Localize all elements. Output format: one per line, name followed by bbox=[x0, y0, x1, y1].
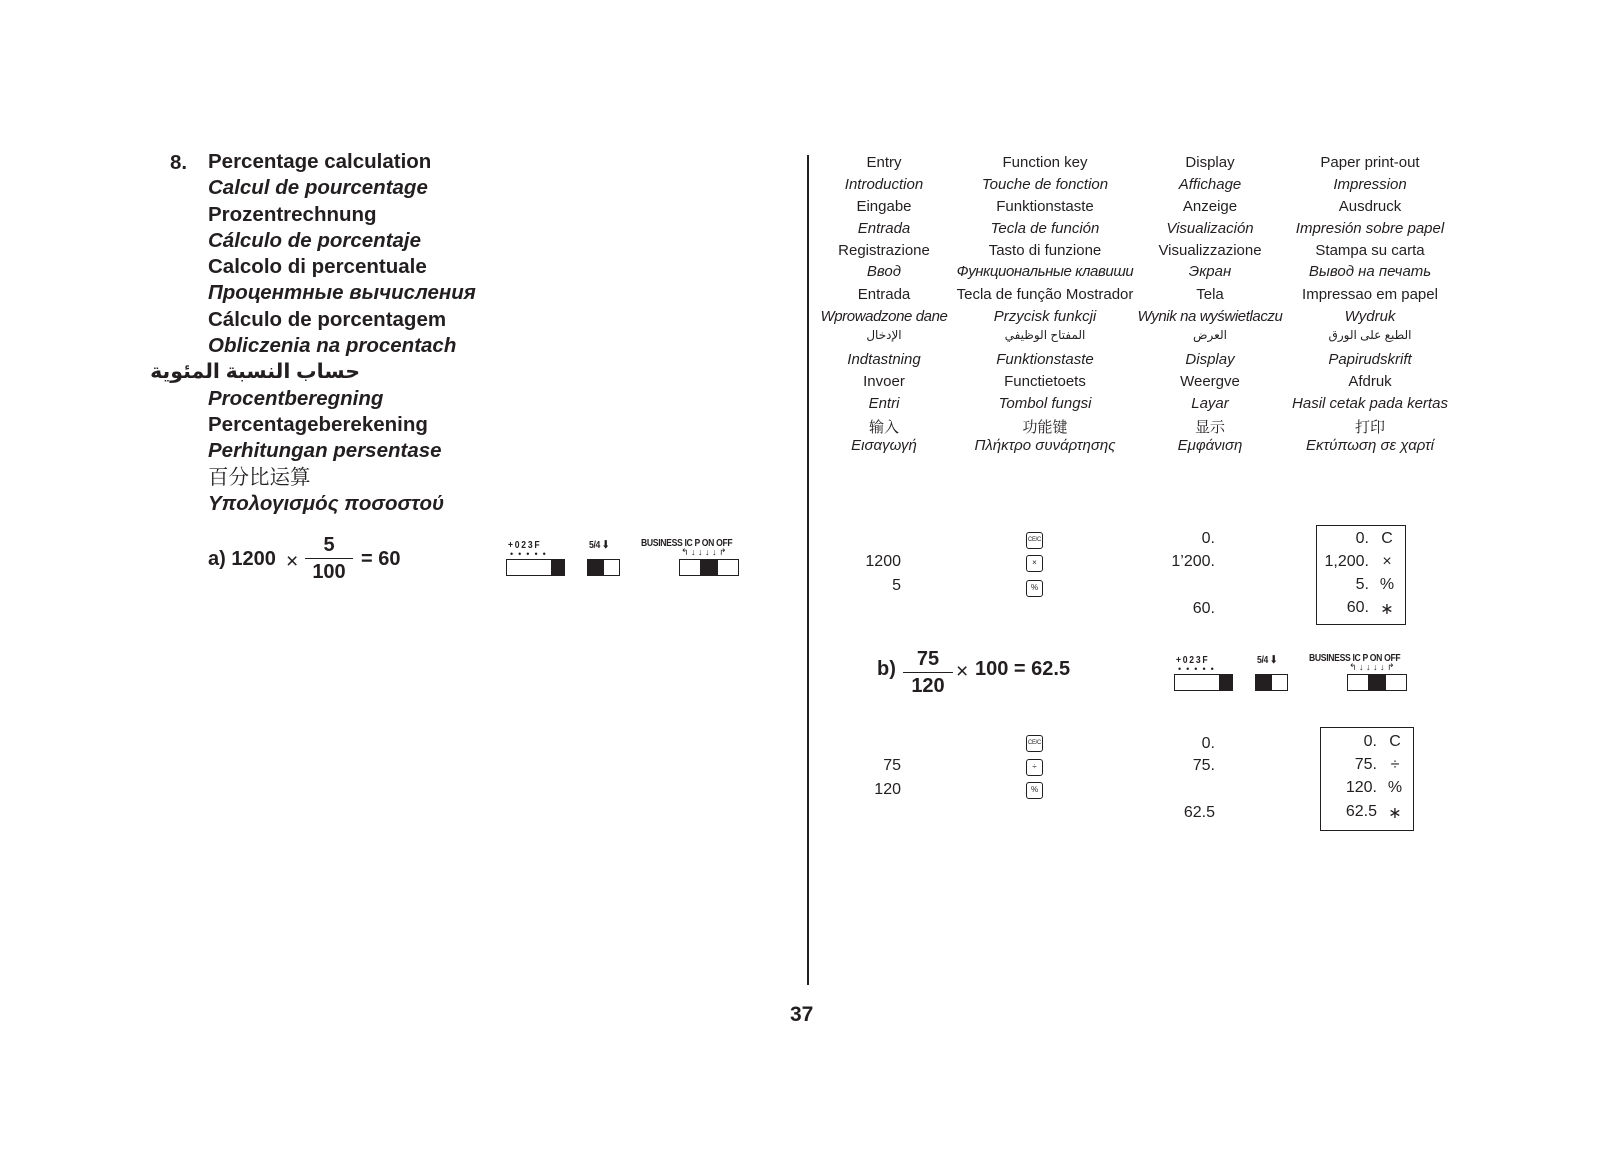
equation-b-fraction bbox=[903, 648, 953, 698]
header-print-da: Papirudskrift bbox=[1328, 351, 1412, 368]
header-entry-zh: 输入 bbox=[868, 419, 899, 436]
header-display-de: Anzeige bbox=[1182, 198, 1238, 215]
down-arrow-icon: ⬇ bbox=[602, 539, 609, 551]
decimal-switch-knob bbox=[1219, 675, 1232, 690]
title-nl: Percentageberekening bbox=[208, 412, 428, 436]
section-number: 8. bbox=[170, 151, 188, 174]
header-entry-nl: Invoer bbox=[863, 373, 905, 390]
mode-switch-knob bbox=[700, 560, 718, 575]
display-value: 62.5 bbox=[1183, 804, 1215, 821]
fraction-bar bbox=[903, 672, 953, 673]
equation-b-denominator: 120 bbox=[911, 675, 945, 697]
percent-key-icon: % bbox=[1026, 782, 1043, 799]
title-ru: Процентные вычисления bbox=[208, 281, 476, 305]
decimal-switch-b bbox=[1174, 654, 1234, 692]
title-es: Cálculo de porcentaje bbox=[208, 228, 422, 252]
mode-switch-label: BUSINESS IC P ON OFF bbox=[1309, 652, 1401, 664]
equation-a-numerator: 5 bbox=[323, 534, 335, 556]
header-display-fr: Affichage bbox=[1178, 176, 1242, 193]
header-entry-en: Entry bbox=[866, 154, 902, 171]
switch-arrows: ↰ ↓ ↓ ↓ ↓ ↱ bbox=[681, 547, 727, 557]
mode-switch-track bbox=[679, 559, 739, 576]
switch-dots: • • • • • bbox=[1178, 664, 1214, 674]
header-function-pt: Tecla de função Mostrador bbox=[956, 286, 1134, 303]
title-id: Perhitungan persentase bbox=[208, 439, 442, 463]
header-entry-de: Eingabe bbox=[856, 198, 912, 215]
equation-b-result: 100 = 62.5 bbox=[975, 658, 1071, 680]
header-function-ru: Функциональные клавиши bbox=[956, 263, 1134, 280]
title-en: Percentage calculation bbox=[208, 150, 432, 173]
rounding-switch-label: 5/4 ⬇ bbox=[1257, 654, 1277, 666]
header-entry-it: Registrazione bbox=[838, 242, 930, 259]
mode-switch-b bbox=[1309, 652, 1433, 692]
header-display-en: Display bbox=[1185, 154, 1235, 171]
header-display-da: Display bbox=[1185, 351, 1235, 368]
title-zh: 百分比运算 bbox=[208, 465, 311, 489]
printout-row: 0. C bbox=[1355, 530, 1393, 547]
column-divider bbox=[807, 155, 809, 985]
equation-b-label: b) bbox=[877, 658, 896, 680]
mode-switch-label: BUSINESS IC P ON OFF bbox=[641, 537, 733, 549]
decimal-switch-label: + 0 2 3 F bbox=[1176, 654, 1208, 666]
header-print-ar: الطبع على الورق bbox=[1328, 328, 1412, 342]
down-arrow-icon: ⬇ bbox=[1270, 654, 1277, 666]
equation-a-label: a) 1200 bbox=[208, 548, 276, 570]
display-value: 0. bbox=[1201, 735, 1215, 752]
header-function-es: Tecla de función bbox=[990, 220, 1100, 237]
header-function-id: Tombol fungsi bbox=[998, 395, 1092, 412]
printout-row: 75. ÷ bbox=[1354, 756, 1400, 773]
equation-a-times: × bbox=[286, 550, 299, 573]
decimal-switch-track bbox=[506, 559, 565, 576]
decimal-switch-label: + 0 2 3 F bbox=[508, 539, 540, 551]
title-da: Procentberegning bbox=[208, 386, 384, 410]
switch-arrows: ↰ ↓ ↓ ↓ ↓ ↱ bbox=[1349, 662, 1395, 672]
title-ar: حساب النسبة المئوية bbox=[150, 360, 360, 384]
header-entry-el: Εισαγωγή bbox=[851, 437, 917, 454]
header-print-nl: Afdruk bbox=[1348, 373, 1392, 390]
header-display-pt: Tela bbox=[1196, 286, 1224, 303]
header-entry-pt: Entrada bbox=[857, 286, 911, 303]
rounding-switch-track bbox=[587, 559, 620, 576]
header-display-it: Visualizzazione bbox=[1158, 242, 1262, 259]
rounding-switch-knob bbox=[588, 560, 604, 575]
entry-value: 1200 bbox=[865, 553, 901, 570]
rounding-switch-knob bbox=[1256, 675, 1272, 690]
header-print-zh: 打印 bbox=[1354, 419, 1385, 436]
equation-b-numerator: 75 bbox=[916, 648, 940, 670]
header-entry-fr: Introduction bbox=[844, 176, 924, 193]
percent-key-icon: % bbox=[1026, 580, 1043, 597]
title-pt: Cálculo de porcentagem bbox=[208, 307, 447, 331]
header-display-zh: 显示 bbox=[1194, 419, 1225, 436]
header-function-pl: Przycisk funkcji bbox=[993, 308, 1097, 325]
printout-row: 0. C bbox=[1363, 733, 1401, 750]
printout-row: 60. ∗ bbox=[1346, 599, 1394, 618]
header-function-da: Funktionstaste bbox=[996, 351, 1094, 368]
header-display-es: Visualización bbox=[1166, 220, 1254, 237]
printout-row: 1,200. × bbox=[1324, 553, 1392, 570]
title-it: Calcolo di percentuale bbox=[208, 255, 427, 279]
header-display-pl: Wynik na wyświetlaczu bbox=[1137, 308, 1283, 325]
header-print-pl: Wydruk bbox=[1344, 308, 1396, 325]
header-print-fr: Impression bbox=[1333, 176, 1407, 193]
display-value: 60. bbox=[1192, 600, 1215, 617]
header-entry-ar: الإدخال bbox=[866, 328, 902, 342]
display-value: 75. bbox=[1192, 757, 1215, 774]
header-print-en: Paper print-out bbox=[1320, 154, 1420, 171]
mode-switch-a bbox=[641, 537, 765, 577]
clear-key-icon: CE/C bbox=[1026, 532, 1043, 549]
title-el: Υπολογισμός ποσοστού bbox=[208, 491, 445, 515]
entry-value: 5 bbox=[892, 577, 901, 594]
fraction-bar bbox=[305, 558, 353, 559]
rounding-switch-track bbox=[1255, 674, 1288, 691]
header-print-pt: Impressao em papel bbox=[1302, 286, 1438, 303]
rounding-switch-label: 5/4 ⬇ bbox=[589, 539, 609, 551]
multiply-key-icon: × bbox=[1026, 555, 1043, 572]
mode-switch-knob bbox=[1368, 675, 1386, 690]
display-value: 0. bbox=[1201, 530, 1215, 547]
title-de: Prozentrechnung bbox=[208, 202, 377, 226]
header-entry-pl: Wprowadzone dane bbox=[820, 308, 948, 325]
header-print-es: Impresión sobre papel bbox=[1295, 220, 1445, 237]
section-titles bbox=[150, 149, 538, 517]
entry-value: 120 bbox=[874, 781, 901, 798]
printout-row: 120. % bbox=[1345, 779, 1403, 796]
header-function-de: Funktionstaste bbox=[996, 198, 1094, 215]
header-function-zh: 功能键 bbox=[1022, 419, 1068, 436]
header-display-ar: العرض bbox=[1193, 328, 1227, 342]
mode-switch-track bbox=[1347, 674, 1407, 691]
header-print-de: Ausdruck bbox=[1338, 198, 1402, 215]
decimal-switch-track bbox=[1174, 674, 1233, 691]
page-number: 37 bbox=[790, 1003, 814, 1026]
equation-a-denominator: 100 bbox=[312, 561, 346, 583]
header-display-el: Εμφάνιση bbox=[1177, 437, 1243, 454]
header-function-el: Πλήκτρο συνάρτησης bbox=[974, 437, 1116, 454]
equation-a-result: = 60 bbox=[361, 548, 401, 570]
switch-dots: • • • • • bbox=[510, 549, 546, 559]
header-entry-es: Entrada bbox=[857, 220, 911, 237]
header-print-el: Εκτύπωση σε χαρτί bbox=[1306, 437, 1434, 454]
printout-row: 5. % bbox=[1355, 576, 1395, 593]
header-print-id: Hasil cetak pada kertas bbox=[1292, 395, 1448, 412]
title-pl: Obliczenia na procentach bbox=[208, 334, 457, 358]
header-function-fr: Touche de fonction bbox=[981, 176, 1109, 193]
header-print-it: Stampa su carta bbox=[1315, 242, 1425, 259]
title-fr: Calcul de pourcentage bbox=[208, 176, 428, 200]
header-entry-da: Indtastning bbox=[847, 351, 921, 368]
decimal-switch-knob bbox=[551, 560, 564, 575]
header-print-ru: Вывод на печать bbox=[1308, 263, 1432, 280]
paper-printout-a bbox=[1316, 525, 1406, 625]
header-function-it: Tasto di funzione bbox=[988, 242, 1102, 259]
printout-row: 62.5 ∗ bbox=[1345, 803, 1402, 822]
header-display-nl: Weergve bbox=[1180, 373, 1240, 390]
header-display-ru: Экран bbox=[1188, 263, 1232, 280]
header-entry-id: Entri bbox=[868, 395, 900, 412]
rounding-switch-a bbox=[587, 539, 621, 577]
paper-printout-b bbox=[1320, 727, 1414, 831]
entry-value: 75 bbox=[883, 757, 901, 774]
header-display-id: Layar bbox=[1191, 395, 1229, 412]
header-function-en: Function key bbox=[1002, 154, 1088, 171]
header-function-nl: Functietoets bbox=[1004, 373, 1086, 390]
decimal-switch-a bbox=[506, 539, 566, 577]
clear-key-icon: CE/C bbox=[1026, 735, 1043, 752]
equation-a-fraction bbox=[305, 534, 353, 584]
header-entry-ru: Ввод bbox=[866, 263, 902, 280]
rounding-switch-b bbox=[1255, 654, 1289, 692]
header-function-ar: المفتاح الوظيفي bbox=[1004, 328, 1086, 342]
equation-b-times: × bbox=[956, 660, 969, 683]
divide-key-icon: ÷ bbox=[1026, 759, 1043, 776]
display-value: 1’200. bbox=[1171, 553, 1215, 570]
